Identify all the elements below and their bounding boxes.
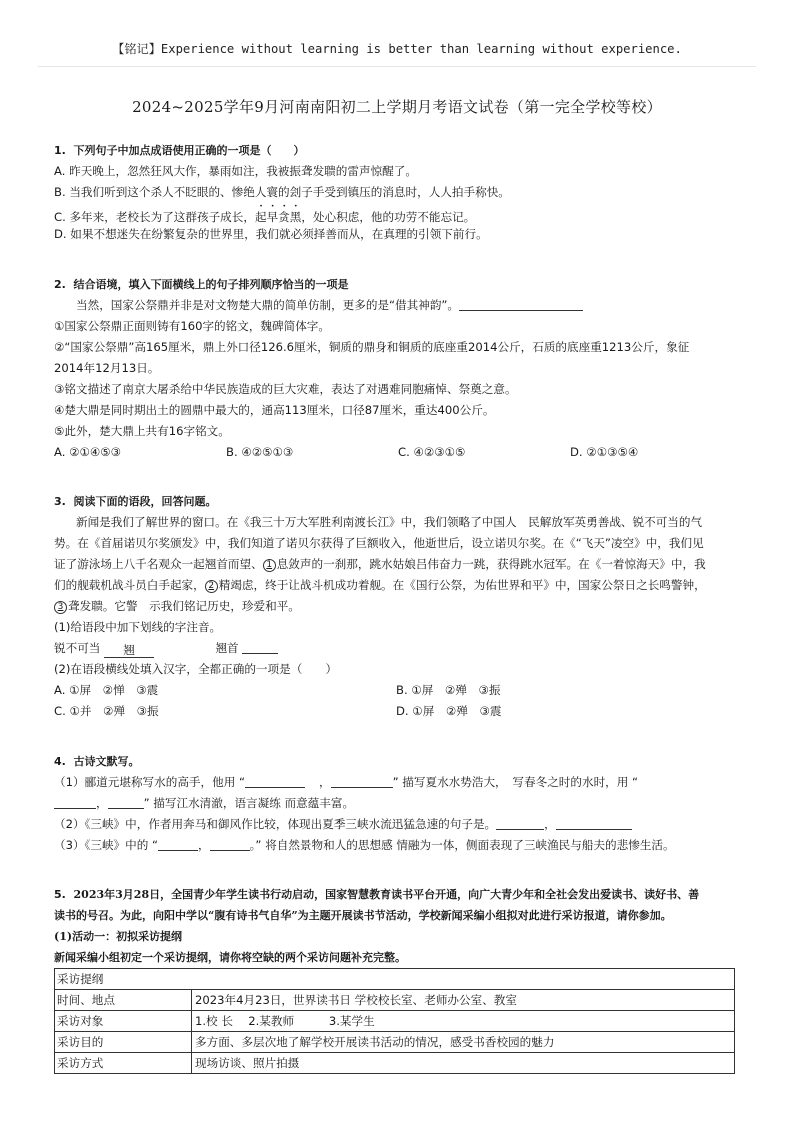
passage-line: 新闻是我们了解世界的窗口。在《我三十万大军胜利南渡长江》中，我们领略了中国人 民解放军英勇善战、锐不可当的气 [76,515,703,529]
dictation-1-cont: ， ” 描写江水清澈，语言凝练 而意蕴丰富。 [54,793,750,814]
table-row [55,1011,735,1032]
question-5-stem: 5. 2023年3月28日，全国青少年学生读书行动启动，国家智慧教育读书平台开通，向广大青少年和全社会发出爱读书、读好书、善 [54,888,700,901]
sentence-1: ①国家公祭鼎正面则铸有160字的铭文，魏碑简体字。 [54,319,330,333]
passage-line: 3 聋发聩。它警 示我们铭记历史，珍爱和平。 [54,596,750,617]
activity-1-description: 新闻采编小组初定一个采访提纲，请你将空缺的两个采访问题补充完整。 [54,951,406,964]
pinyin-blank-1[interactable]: 翘 [104,644,154,658]
passage-line: 势。在《首届诺贝尔奖颁发》中，我们知道了诺贝尔获得了巨额收入，他逝世后，设立诺贝尔奖。在《“飞天”凌空》中，我们见 [54,536,704,550]
passage-line: 证了游泳场上八千名观众一起翘首而望、 1 息敛声的一刹那，跳水姑娘吕伟奋力一跳，获得跳水冠军。在《一着惊海天》中，我 [54,557,706,571]
interview-outline-table [54,968,735,1074]
option-a: A. ②①④⑤③ [54,445,122,459]
dictation-3: （3）《三峡》中的 “ ， 。” 将自然景物和人的思想感 情融为一体，侧面表现了三峡渔民与船夫的悲惨生活。 [54,838,675,852]
pinyin-blank-2[interactable] [242,640,278,654]
question-5-stem-cont: 读书的号召。为此，向阳中学以“腹有诗书气自华”为主题开展读书节活动，学校新闻采编小组拟对此进行采访报道，请你参加。 [54,909,672,922]
dictation-blank[interactable] [108,795,144,809]
question-2-intro: 当然，国家公祭鼎并非是对文物楚大鼎的简单仿制，更多的是“借其神韵”。 [54,295,750,316]
table-cell: 1.校 长 2.某教师 3.某学生 [192,1011,735,1032]
header-divider [38,66,756,67]
pinyin-answers: 锐不可当 翘 翘首 [54,638,750,659]
table-row [55,969,735,990]
dotted-idiom: 起早贪黑 [254,210,302,224]
option-c: C. ①并 ②殚 ③振 [54,704,159,718]
option-b: B. ④②⑤①③ [226,445,294,459]
table-cell: 采访对象 [55,1011,192,1032]
option-c: C. ④②③①⑤ [398,445,466,459]
option-d: D. ②①③⑤④ [570,445,639,459]
table-cell: 多方面、多层次地了解学校开展读书活动的情况，感受书香校园的魅力 [192,1032,735,1053]
activity-1-title: (1)活动一：初拟采访提纲 [54,930,183,943]
question-1 [54,140,750,245]
question-2-options [54,442,750,463]
table-row [55,1053,735,1074]
option-a: A. ①屏 ②惮 ③震 [54,683,159,697]
dictation-blank[interactable] [210,837,250,851]
sentence-2: ②“国家公祭鼎”高165厘米，鼎上外口径126.6厘米，铜质的鼎身和铜质的底座重2014公斤，石质的底座重1213公斤，象征 [54,340,690,354]
question-4 [54,751,750,856]
table-cell: 时间、地点 [55,990,192,1011]
sentence-4: ④楚大鼎是同时期出土的圆鼎中最大的，通高113厘米，口径87厘米，重达400公斤。 [54,403,495,417]
sentence-3: ③铭文描述了南京大屠杀给中华民族造成的巨大灾难，表达了对遇难同胞痛悼、祭奠之意。 [54,382,517,396]
sub-question-1: (1)给语段中加下划线的字注音。 [54,620,222,634]
question-3 [54,491,750,722]
question-2 [54,274,750,463]
sentence-2-cont: 2014年12月13日。 [54,361,160,375]
question-4-stem: 4. 古诗文默写。 [54,755,140,768]
dictation-blank[interactable] [245,774,305,788]
question-1-option-b: B. 当我们听到这个杀人不眨眼的、惨绝人寰的刽子手受到镇压的消息时，人人拍手称快。 [54,185,510,199]
sub-question-2: (2)在语段横线处填入汉字，全都正确的一项是（ ） [54,662,338,676]
dictation-1: （1）郦道元堪称写水的高手，他用 “ ， ” 描写夏水水势浩大， 写春冬之时的水时，用 “ [54,775,639,789]
question-1-option-a: A. 昨天晚上，忽然狂风大作，暴雨如注，我被振聋发聩的雷声惊醒了。 [54,164,417,178]
question-3-options-row-1 [54,680,750,701]
table-cell: 采访提纲 [55,969,735,990]
question-3-options-row-2 [54,701,750,722]
table-row [55,1032,735,1053]
dictation-blank[interactable] [331,774,393,788]
blank-marker-2: 2 [205,580,218,593]
dictation-blank[interactable] [496,816,544,830]
table-cell: 2023年4月23日，世界读书日 学校校长室、老师办公室、教室 [192,990,735,1011]
option-b: B. ①屏 ②殚 ③振 [396,683,501,697]
table-cell: 采访目的 [55,1032,192,1053]
option-d: D. ①屏 ②殚 ③震 [396,704,502,718]
question-3-stem: 3. 阅读下面的语段，回答问题。 [54,495,217,508]
blank-marker-3: 3 [54,601,67,614]
dictation-blank[interactable] [54,795,96,809]
question-2-stem: 2. 结合语境，填入下面横线上的句子排列顺序恰当的一项是 [54,278,349,291]
table-row [55,990,735,1011]
question-1-stem: 1. 下列句子中加点成语使用正确的一项是（ ） [54,144,305,157]
question-5 [54,884,750,968]
motto-header: 【铭记】Experience without learning is better than learning without experience. [112,42,682,56]
answer-blank[interactable] [459,297,583,311]
page-title: 2024~2025学年9月河南南阳初二上学期月考语文试卷（第一完全学校等校） [132,98,662,116]
dictation-blank[interactable] [556,816,632,830]
question-1-option-d: D. 如果不想迷失在纷繁复杂的世界里，我们就必须择善而从，在真理的引领下前行。 [54,227,488,241]
blank-marker-1: 1 [263,559,276,572]
sentence-5: ⑤此外，楚大鼎上共有16字铭文。 [54,424,230,438]
table-cell: 现场访谈、照片拍摄 [192,1053,735,1074]
dictation-2: （2）《三峡》中，作者用奔马和御风作比较，体现出夏季三峡水流迅猛急速的句子是。 ， [54,814,750,835]
table-cell: 采访方式 [55,1053,192,1074]
dictation-blank[interactable] [158,837,198,851]
question-1-option-c: C. 多年来，老校长为了这群孩子成长，起早贪黑，处心积虑，他的功劳不能忘记。 [54,210,476,224]
passage-line: 们的舰载机战斗员白手起家， 2 精竭虑，终于让战斗机成功着舰。在《国行公祭，为佑世界和平》中，国家公祭日之长鸣警钟， [54,578,706,592]
